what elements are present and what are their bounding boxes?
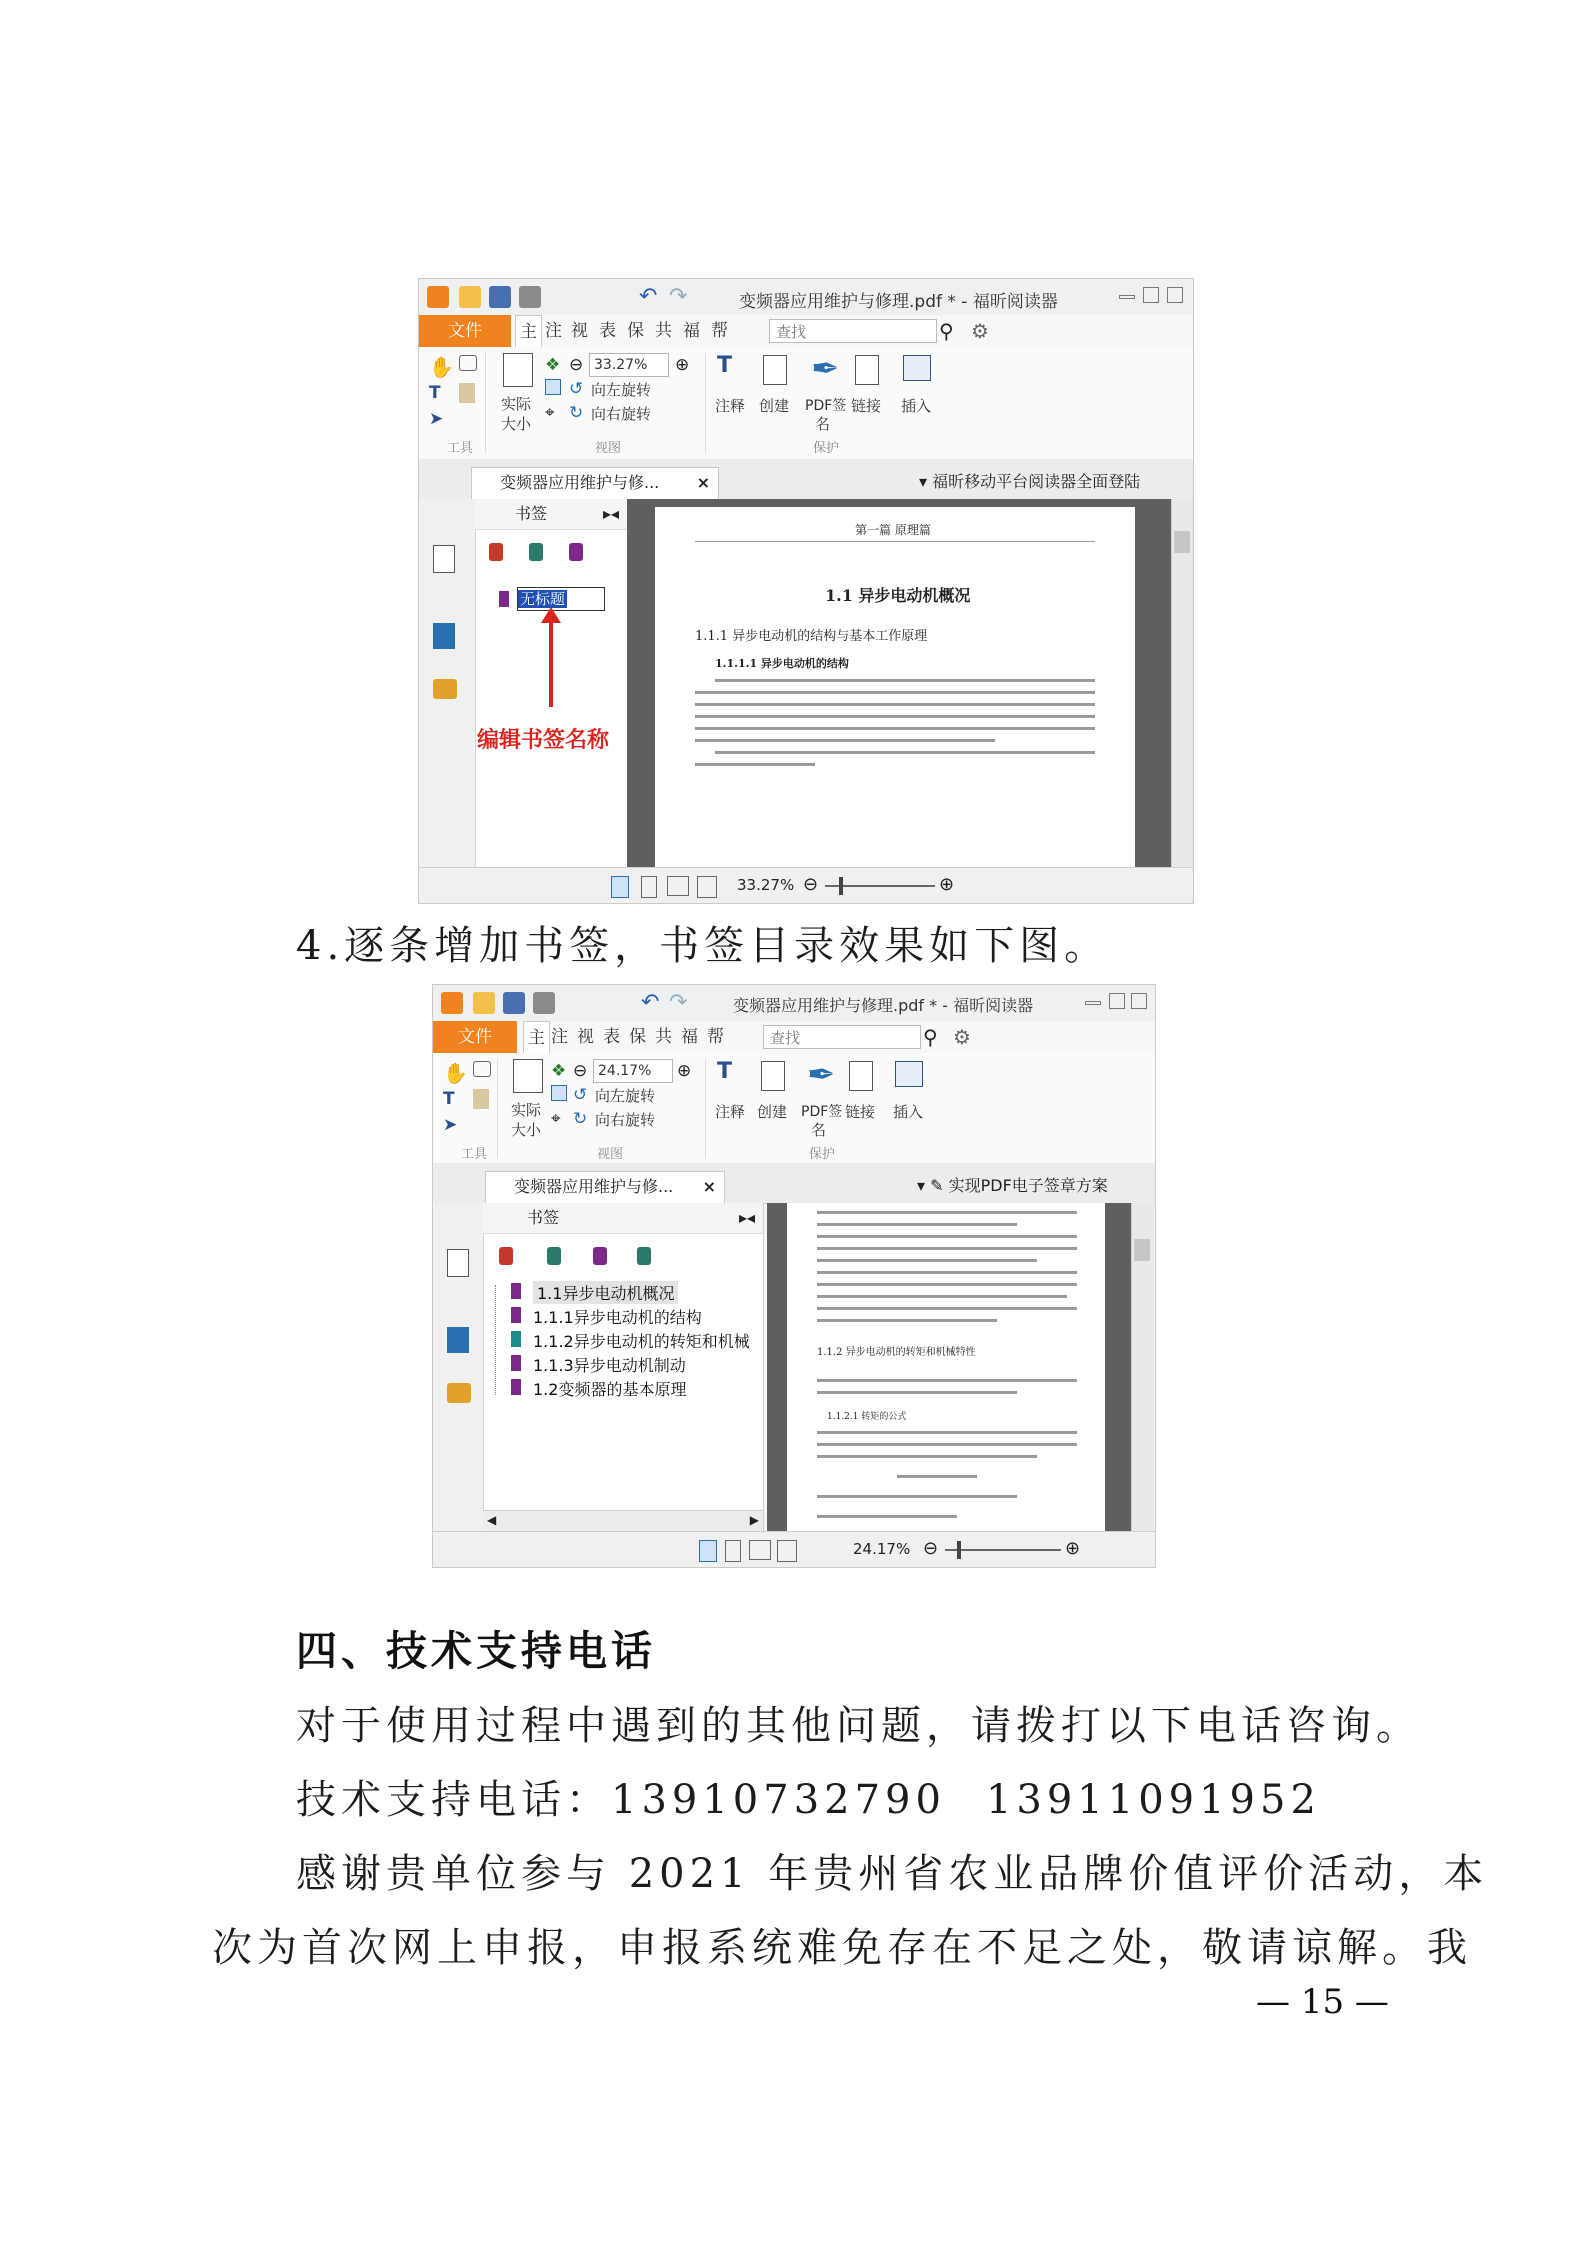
pdf-page xyxy=(655,507,1135,867)
snapshot-icon[interactable] xyxy=(473,1061,491,1077)
facing-icon[interactable] xyxy=(667,876,689,896)
menu-comment[interactable]: 注 xyxy=(545,321,562,341)
search-input[interactable]: 查找 xyxy=(763,1025,921,1049)
actual-size-icon[interactable] xyxy=(503,353,533,387)
screenshot-bookmark-edit xyxy=(418,278,1194,904)
undo-icon[interactable]: ↶ xyxy=(641,990,660,1015)
create-icon[interactable] xyxy=(761,1061,785,1091)
redo-icon[interactable]: ↷ xyxy=(669,990,688,1015)
select-annotation-icon[interactable]: ➤ xyxy=(443,1115,458,1135)
menu-bar xyxy=(419,315,1193,348)
page-running-header: 第一篇 原理篇 xyxy=(855,523,931,537)
screenshot-bookmark-list xyxy=(432,984,1156,1568)
clipboard-icon[interactable] xyxy=(473,1089,489,1109)
select-text-icon[interactable]: T xyxy=(443,1089,455,1109)
zoom-in-status-icon[interactable]: ⊕ xyxy=(939,874,955,895)
save-icon[interactable] xyxy=(489,286,511,308)
hand-tool-icon[interactable]: ✋ xyxy=(429,355,454,379)
pdf-sign-button[interactable]: PDF签 xyxy=(801,1104,843,1120)
undo-icon[interactable]: ↶ xyxy=(639,284,658,309)
annotation-arrow xyxy=(549,611,553,707)
scroll-right-icon[interactable]: ▶ xyxy=(749,1513,759,1527)
search-icon[interactable]: ⚲ xyxy=(923,1025,938,1049)
rotate-right-label[interactable]: 向右旋转 xyxy=(595,1111,656,1129)
panel-strip xyxy=(433,1203,484,1531)
bookmark-header-label: 书签 xyxy=(515,504,548,523)
collapse-panel-icon[interactable]: ▸◂ xyxy=(738,1208,755,1227)
status-zoom[interactable]: 33.27% xyxy=(737,876,795,894)
fit-page-icon[interactable]: ❖ xyxy=(545,355,561,375)
phone-number: 13910732790 xyxy=(611,1777,946,1823)
create-button[interactable]: 创建 xyxy=(759,397,790,415)
title-bar xyxy=(433,985,1155,1022)
annotation-arrow-head xyxy=(541,607,561,623)
rotate-right-icon[interactable]: ↻ xyxy=(573,1109,588,1129)
document-tab-label: 变频器应用维护与修... xyxy=(500,473,660,492)
page-subheading: 1.1.2 异步电动机的转矩和机械特性 xyxy=(817,1347,976,1358)
search-input[interactable]: 查找 xyxy=(769,319,937,343)
group-view-label: 视图 xyxy=(595,441,622,456)
gear-icon[interactable]: ⚙ xyxy=(971,319,989,343)
clipboard-icon[interactable] xyxy=(459,383,475,403)
menu-view[interactable]: 视 xyxy=(571,321,588,341)
bookmark-flag-icon xyxy=(511,1283,521,1299)
annotate-icon[interactable]: T xyxy=(717,353,733,378)
rotate-right-label[interactable]: 向右旋转 xyxy=(591,405,652,423)
link-button[interactable]: 链接 xyxy=(845,1103,876,1121)
create-button[interactable]: 创建 xyxy=(757,1103,788,1121)
page-subsubheading: 1.1.1.1 异步电动机的结构 xyxy=(715,657,849,670)
minimize-icon[interactable] xyxy=(1085,1001,1101,1005)
bookmark-item[interactable]: 1.1.1异步电动机的结构 xyxy=(533,1308,702,1327)
document-tab[interactable] xyxy=(485,1171,725,1203)
continuous-icon[interactable] xyxy=(641,876,657,898)
bookmark-panel xyxy=(433,1203,764,1531)
bookmark-name-input[interactable] xyxy=(517,587,605,611)
zoom-slider-thumb[interactable] xyxy=(957,1541,961,1559)
title-bar xyxy=(419,279,1193,316)
bookmark-flag-icon xyxy=(511,1307,521,1323)
window-title: 变频器应用维护与修理.pdf * - 福昕阅读器 xyxy=(733,996,1034,1015)
gear-icon[interactable]: ⚙ xyxy=(953,1025,971,1049)
pdf-sign-button-line2[interactable]: 名 xyxy=(811,1121,827,1139)
bookmark-header xyxy=(475,499,627,530)
annotation-label: 编辑书签名称 xyxy=(477,728,610,753)
promo-banner[interactable]: ▾ ✎ 实现PDF电子签章方案 xyxy=(917,1176,1108,1195)
facing-icon[interactable] xyxy=(749,1540,771,1560)
document-viewer[interactable] xyxy=(767,1203,1131,1531)
menu-form[interactable]: 表 xyxy=(603,1027,620,1047)
menu-home[interactable]: 主 xyxy=(515,315,542,348)
promo-text: 实现PDF电子签章方案 xyxy=(948,1176,1108,1195)
properties-bookmark-icon[interactable] xyxy=(637,1247,651,1265)
file-menu[interactable]: 文件 xyxy=(419,315,511,347)
fit-visible-icon[interactable]: ⌖ xyxy=(545,403,555,423)
pages-panel-icon[interactable] xyxy=(447,1327,469,1353)
promo-banner[interactable]: ▾ 福昕移动平台阅读器全面登陆 xyxy=(919,472,1141,491)
promo-text: 福昕移动平台阅读器全面登陆 xyxy=(932,472,1141,491)
redo-icon[interactable]: ↷ xyxy=(669,284,688,309)
group-tools-label: 工具 xyxy=(461,1147,488,1162)
insert-button[interactable]: 插入 xyxy=(893,1103,924,1121)
actual-size-label-2[interactable]: 大小 xyxy=(511,1121,542,1139)
zoom-out-status-icon[interactable]: ⊖ xyxy=(803,874,819,895)
group-protect-label: 保护 xyxy=(813,441,840,456)
group-view-label: 视图 xyxy=(597,1147,624,1162)
rotate-left-label[interactable]: 向左旋转 xyxy=(591,381,652,399)
collapse-panel-icon[interactable]: ▸◂ xyxy=(602,504,619,523)
select-text-icon[interactable]: T xyxy=(429,383,441,403)
expand-bookmark-icon[interactable] xyxy=(569,543,583,561)
maximize-icon[interactable] xyxy=(1143,287,1159,303)
status-bar xyxy=(433,1531,1155,1568)
single-page-icon[interactable] xyxy=(611,876,629,898)
snapshot-icon[interactable] xyxy=(459,355,477,371)
zoom-out-icon[interactable]: ⊖ xyxy=(573,1061,588,1081)
document-viewer[interactable] xyxy=(627,499,1171,867)
add-bookmark-icon[interactable] xyxy=(499,1247,513,1265)
select-annotation-icon[interactable]: ➤ xyxy=(429,409,444,429)
insert-icon[interactable] xyxy=(895,1061,923,1087)
rotate-left-label[interactable]: 向左旋转 xyxy=(595,1087,656,1105)
menu-protect[interactable]: 保 xyxy=(627,321,644,341)
fit-width-icon[interactable] xyxy=(545,379,561,395)
bookmark-header xyxy=(483,1203,763,1234)
rotate-left-icon[interactable]: ↺ xyxy=(569,379,584,399)
document-tab-label: 变频器应用维护与修... xyxy=(514,1177,674,1196)
link-icon[interactable] xyxy=(849,1061,873,1091)
page-number: — 15 — xyxy=(1256,1982,1389,2022)
menu-comment[interactable]: 注 xyxy=(551,1027,568,1047)
actual-size-label-1[interactable]: 实际 xyxy=(501,395,532,413)
app-logo-icon xyxy=(427,286,449,308)
menu-help[interactable]: 帮 xyxy=(707,1027,724,1047)
document-tab-bar xyxy=(433,1163,1155,1204)
phone-number: 13911091952 xyxy=(985,1777,1321,1823)
app-logo-icon xyxy=(441,992,463,1014)
status-bar xyxy=(419,867,1193,904)
section-heading: 四、技术支持电话 xyxy=(296,1627,656,1675)
actual-size-label-1[interactable]: 实际 xyxy=(511,1101,542,1119)
ribbon-toolbar xyxy=(433,1053,1155,1164)
caption-step4: 4.逐条增加书签，书签目录效果如下图。 xyxy=(296,923,1110,969)
fit-page-icon[interactable]: ❖ xyxy=(551,1061,567,1081)
scroll-thumb[interactable] xyxy=(1174,531,1190,553)
rotate-left-icon[interactable]: ↺ xyxy=(573,1085,588,1105)
window-title: 变频器应用维护与修理.pdf * - 福昕阅读器 xyxy=(739,292,1058,312)
bookmark-tree-line xyxy=(495,1285,497,1395)
link-icon[interactable] xyxy=(855,355,879,385)
open-icon[interactable] xyxy=(473,992,495,1014)
pages-panel-icon[interactable] xyxy=(433,623,455,649)
annotate-button[interactable]: 注释 xyxy=(715,397,746,415)
zoom-slider-thumb[interactable] xyxy=(839,877,843,895)
bookmark-item[interactable]: 1.1.2异步电动机的转矩和机械 xyxy=(533,1332,750,1351)
close-icon[interactable] xyxy=(1131,993,1147,1009)
zoom-in-icon[interactable]: ⊕ xyxy=(677,1061,692,1081)
print-icon[interactable] xyxy=(519,286,541,308)
delete-bookmark-icon[interactable] xyxy=(529,543,543,561)
phone-line xyxy=(296,1768,1321,1825)
single-page-icon[interactable] xyxy=(699,1540,717,1562)
bookmark-item[interactable]: 1.1.3异步电动机制动 xyxy=(533,1356,686,1375)
menu-bar xyxy=(433,1021,1155,1054)
close-icon[interactable] xyxy=(1167,287,1183,303)
menu-share[interactable]: 共 xyxy=(655,321,672,341)
create-icon[interactable] xyxy=(763,355,787,385)
pdf-sign-icon[interactable]: ✒ xyxy=(811,349,840,389)
fit-visible-icon[interactable]: ⌖ xyxy=(551,1109,561,1129)
file-menu[interactable]: 文件 xyxy=(433,1021,517,1053)
menu-help[interactable]: 帮 xyxy=(711,321,728,341)
open-icon[interactable] xyxy=(459,286,481,308)
document-tab-bar xyxy=(419,459,1193,500)
zoom-in-status-icon[interactable]: ⊕ xyxy=(1065,1538,1081,1559)
link-button[interactable]: 链接 xyxy=(851,397,882,415)
phone-label: 技术支持电话： xyxy=(296,1777,611,1823)
pdf-page xyxy=(787,1203,1105,1531)
zoom-field[interactable]: 33.27% xyxy=(589,353,669,377)
menu-foxit[interactable]: 福 xyxy=(683,321,700,341)
annotate-icon[interactable]: T xyxy=(717,1059,733,1084)
menu-foxit[interactable]: 福 xyxy=(681,1027,698,1047)
close-tab-icon[interactable]: × xyxy=(702,1177,716,1196)
continuous-icon[interactable] xyxy=(725,1540,741,1562)
pdf-sign-icon[interactable]: ✒ xyxy=(807,1055,836,1095)
zoom-slider[interactable] xyxy=(945,1549,1061,1551)
bookmark-panel-icon[interactable] xyxy=(433,545,455,573)
zoom-out-icon[interactable]: ⊖ xyxy=(569,355,584,375)
menu-form[interactable]: 表 xyxy=(599,321,616,341)
hand-tool-icon[interactable]: ✋ xyxy=(443,1061,468,1085)
save-icon[interactable] xyxy=(503,992,525,1014)
delete-bookmark-icon[interactable] xyxy=(547,1247,561,1265)
status-zoom[interactable]: 24.17% xyxy=(853,1540,911,1558)
page-heading: 1.1 异步电动机概况 xyxy=(825,586,971,605)
bookmark-panel-icon[interactable] xyxy=(447,1249,469,1277)
close-tab-icon[interactable]: × xyxy=(696,473,710,492)
bookmark-flag-icon xyxy=(511,1379,521,1395)
bookmark-item[interactable]: 1.2变频器的基本原理 xyxy=(533,1380,687,1399)
continuous-facing-icon[interactable] xyxy=(697,876,717,898)
actual-size-label-2[interactable]: 大小 xyxy=(501,415,532,433)
minimize-icon[interactable] xyxy=(1119,295,1135,299)
maximize-icon[interactable] xyxy=(1109,993,1125,1009)
ribbon-toolbar xyxy=(419,347,1193,460)
bookmark-flag-icon xyxy=(511,1331,521,1347)
annotate-button[interactable]: 注释 xyxy=(715,1103,746,1121)
continuous-facing-icon[interactable] xyxy=(777,1540,797,1562)
bookmark-item[interactable]: 1.1异步电动机概况 xyxy=(533,1281,678,1304)
add-bookmark-icon[interactable] xyxy=(489,543,503,561)
horizontal-scrollbar[interactable] xyxy=(483,1510,763,1531)
scroll-left-icon[interactable]: ◀ xyxy=(487,1513,497,1527)
search-icon[interactable]: ⚲ xyxy=(939,319,954,343)
bookmark-flag-icon xyxy=(511,1355,521,1371)
insert-button[interactable]: 插入 xyxy=(901,397,932,415)
panel-strip xyxy=(419,499,476,903)
menu-home[interactable]: 主 xyxy=(523,1021,550,1054)
print-icon[interactable] xyxy=(533,992,555,1014)
vertical-scrollbar[interactable] xyxy=(1131,1203,1154,1531)
rotate-right-icon[interactable]: ↻ xyxy=(569,403,584,423)
paragraph-line: 对于使用过程中遇到的其他问题，请拨打以下电话咨询。 xyxy=(296,1703,1421,1749)
page-subsubheading: 1.1.2.1 转矩的公式 xyxy=(827,1412,907,1422)
bookmark-flag-icon xyxy=(499,591,509,607)
bookmark-header-label: 书签 xyxy=(527,1208,560,1227)
paragraph-line: 感谢贵单位参与 2021 年贵州省农业品牌价值评价活动，本 xyxy=(296,1851,1489,1897)
fit-width-icon[interactable] xyxy=(551,1085,567,1101)
document-tab[interactable] xyxy=(471,467,719,499)
comments-panel-icon[interactable] xyxy=(433,679,457,699)
insert-icon[interactable] xyxy=(903,355,931,381)
menu-view[interactable]: 视 xyxy=(577,1027,594,1047)
page-subheading: 1.1.1 异步电动机的结构与基本工作原理 xyxy=(695,629,928,644)
zoom-field[interactable]: 24.17% xyxy=(593,1059,673,1083)
menu-share[interactable]: 共 xyxy=(655,1027,672,1047)
group-tools-label: 工具 xyxy=(447,441,474,456)
scroll-thumb[interactable] xyxy=(1134,1239,1150,1261)
zoom-out-status-icon[interactable]: ⊖ xyxy=(923,1538,939,1559)
group-protect-label: 保护 xyxy=(809,1147,836,1162)
menu-protect[interactable]: 保 xyxy=(629,1027,646,1047)
expand-bookmark-icon[interactable] xyxy=(593,1247,607,1265)
pdf-sign-button-line2[interactable]: 名 xyxy=(815,415,831,433)
bookmark-panel xyxy=(419,499,628,903)
pdf-sign-button[interactable]: PDF签 xyxy=(805,398,847,414)
vertical-scrollbar[interactable] xyxy=(1171,499,1194,867)
paragraph-line: 次为首次网上申报，申报系统难免存在不足之处，敬请谅解。我 xyxy=(212,1925,1472,1971)
zoom-in-icon[interactable]: ⊕ xyxy=(675,355,690,375)
actual-size-icon[interactable] xyxy=(513,1059,543,1093)
comments-panel-icon[interactable] xyxy=(447,1383,471,1403)
bookmark-name-value: 无标题 xyxy=(520,590,566,608)
